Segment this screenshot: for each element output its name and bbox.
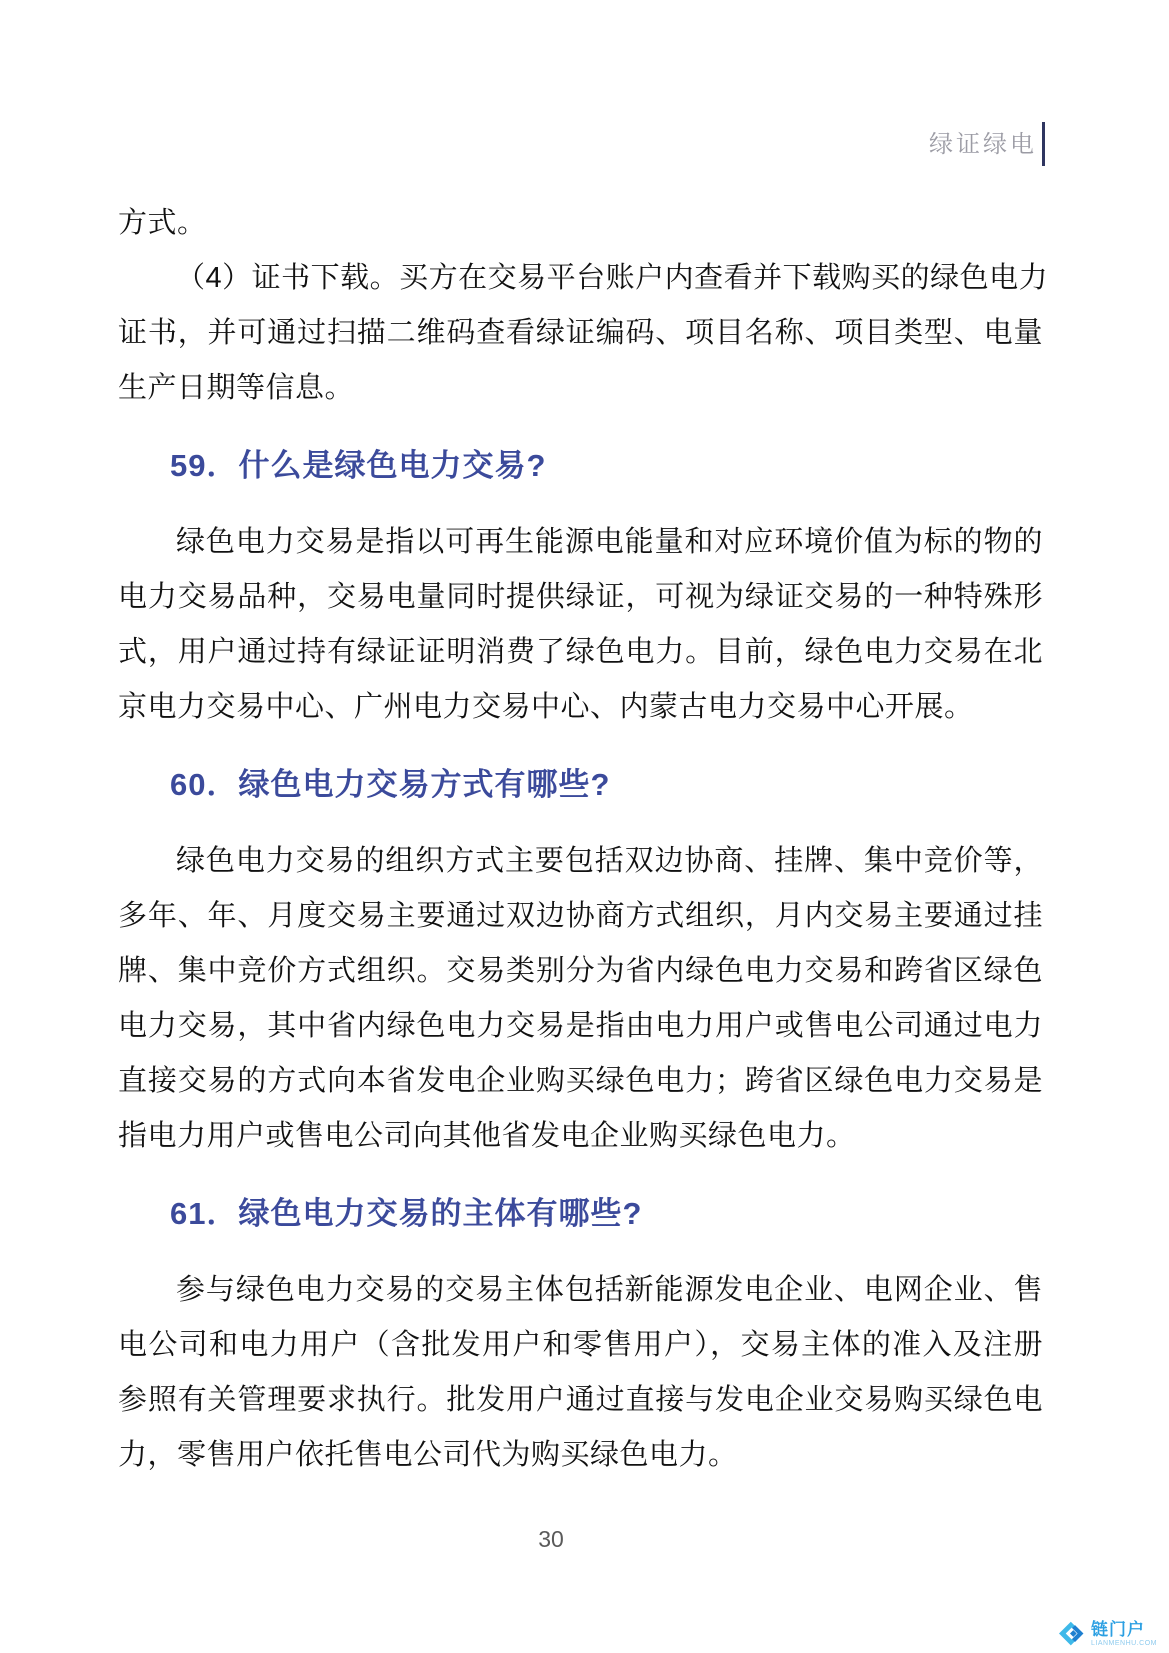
running-header-label: 绿证绿电 (929, 131, 1037, 158)
question-heading-59: 59．什么是绿色电力交易? (170, 448, 547, 483)
text-line: 电力交易，其中省内绿色电力交易是指由电力用户或售电公司通过电力 (118, 1010, 1043, 1042)
running-header-rule (1042, 122, 1045, 166)
logo-domain-text: LIANMENHU.COM (1090, 1639, 1157, 1647)
text-line: 证书，并可通过扫描二维码查看绿证编码、项目名称、项目类型、电量 (118, 317, 1043, 349)
text-line: 多年、年、月度交易主要通过双边协商方式组织，月内交易主要通过挂 (118, 900, 1043, 932)
text-line: 式，用户通过持有绿证证明消费了绿色电力。目前，绿色电力交易在北 (118, 636, 1043, 668)
text-line: 京电力交易中心、广州电力交易中心、内蒙古电力交易中心开展。 (118, 691, 974, 723)
text-line: 直接交易的方式向本省发电企业购买绿色电力；跨省区绿色电力交易是 (118, 1065, 1043, 1097)
text-line: 绿色电力交易的组织方式主要包括双边协商、挂牌、集中竞价等， (176, 845, 1043, 877)
text-line: 电公司和电力用户（含批发用户和零售用户），交易主体的准入及注册 (118, 1329, 1043, 1361)
text-line: （4）证书下载。买方在交易平台账户内查看并下载购买的绿色电力 (176, 262, 1049, 294)
page-content (118, 196, 1049, 1483)
logo-name-text: 链门户 (1090, 1619, 1145, 1639)
text-line: 生产日期等信息。 (118, 372, 355, 404)
lianmenhu-diamond-icon (1059, 1620, 1086, 1647)
text-line: 参照有关管理要求执行。批发用户通过直接与发电企业交易购买绿色电 (118, 1384, 1043, 1416)
question-heading-61: 61．绿色电力交易的主体有哪些? (170, 1196, 643, 1231)
text-line: 参与绿色电力交易的交易主体包括新能源发电企业、电网企业、售 (176, 1274, 1043, 1306)
text-line: 指电力用户或售电公司向其他省发电企业购买绿色电力。 (118, 1120, 856, 1152)
text-line: 牌、集中竞价方式组织。交易类别分为省内绿色电力交易和跨省区绿色 (118, 955, 1043, 987)
lianmenhu-logo (1059, 1620, 1157, 1647)
question-heading-60: 60．绿色电力交易方式有哪些? (170, 767, 611, 802)
page-number: 30 (538, 1526, 564, 1552)
text-line: 绿色电力交易是指以可再生能源电能量和对应环境价值为标的物的 (176, 526, 1043, 558)
text-line: 电力交易品种，交易电量同时提供绿证，可视为绿证交易的一种特殊形 (118, 581, 1043, 613)
text-line: 力，零售用户依托售电公司代为购买绿色电力。 (118, 1439, 738, 1471)
text-line: 方式。 (118, 207, 207, 239)
